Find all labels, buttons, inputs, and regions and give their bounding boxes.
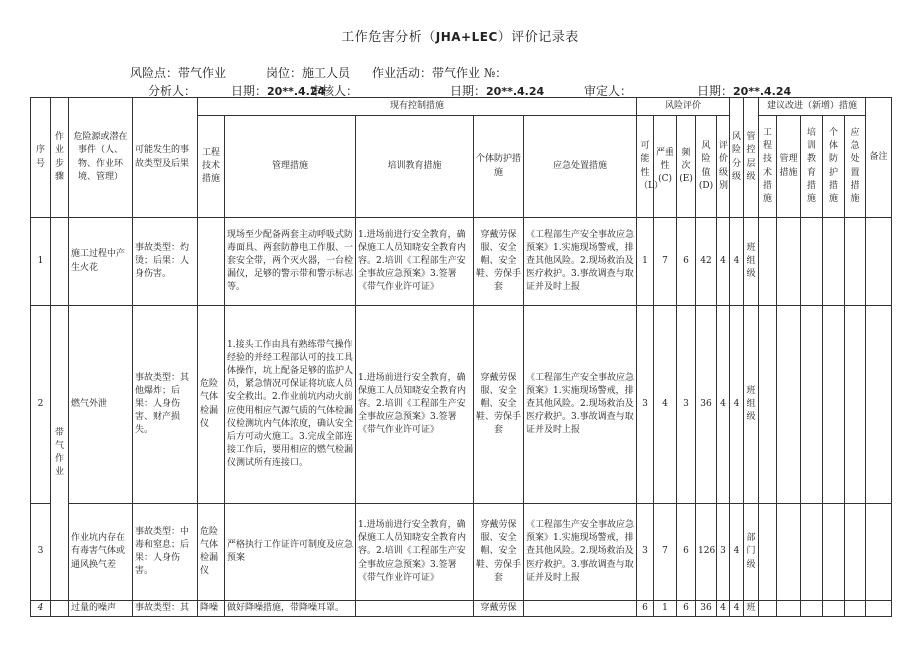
- header-existing-controls: 现有控制措施: [198, 98, 637, 116]
- table-row: [31, 218, 892, 306]
- cell-seq: 3: [31, 504, 51, 601]
- cell-risk-value: 126: [696, 504, 717, 601]
- cell-control-level: 班: [744, 601, 759, 617]
- table-row: [31, 601, 892, 617]
- cell-risk-value: 36: [696, 306, 717, 504]
- cell-hazard: 过量的噪声: [69, 601, 133, 617]
- cell-severity: 7: [654, 504, 677, 601]
- cell-training: 1.进场前进行安全教育，确保施工人员知晓安全教育内容。2.培训《工程部生产安全事故应急预案》3.签署《带气作业许可证》: [356, 504, 474, 601]
- cell-likelihood: 6: [637, 601, 654, 617]
- header-frequency: 频次(E): [677, 116, 696, 218]
- cell-frequency: 3: [677, 306, 696, 504]
- cell-seq: 1: [31, 218, 51, 306]
- cell-risk-level: 4: [730, 218, 744, 306]
- cell-consequence: 事故类型：中毒和窒息；后果：人身伤害。: [133, 504, 198, 601]
- table-row: [31, 504, 892, 601]
- header-suggest-engineering: 工程技术措施: [759, 116, 777, 218]
- risk-point: 风险点：带气作业: [130, 66, 227, 80]
- cell-risk-level: 4: [730, 601, 744, 617]
- header-risk-value: 风险值(D): [696, 116, 717, 218]
- cell-eval-level: 4: [717, 218, 730, 306]
- cell-risk-level: 4: [730, 504, 744, 601]
- activity: 作业活动：带气作业 №：: [372, 66, 508, 80]
- cell-engineering: 危险气体检漏仪: [198, 504, 225, 601]
- header-emergency: 应急处置措施: [524, 116, 637, 218]
- cell-management: 1.接头工作由具有熟练带气操作经验的并经工程部认可的技工具体操作，坑上配备足够的监护人员，紧急情况可保证将坑底人员安全救出。2.作业前坑内动火前应使用相应气源气质的气体检漏仪检测坑内气体浓度，确认安全后方可动火施工。3.完成全部连接工作后，要用相应的燃气检漏仪测试所有连接口。: [225, 306, 356, 504]
- cell-engineering: 降噪: [198, 601, 225, 617]
- analyst: 分析人：: [148, 84, 197, 98]
- cell-eval-level: 4: [717, 306, 730, 504]
- cell-engineering: [198, 218, 225, 306]
- header-hazard: 危险源或潜在事件（人、物、作业环境、管理）: [69, 98, 133, 218]
- cell-severity: 7: [654, 218, 677, 306]
- cell-frequency: 6: [677, 218, 696, 306]
- jha-table: [30, 97, 892, 617]
- header-suggest-ppe: 个体防护措施: [823, 116, 845, 218]
- cell-likelihood: 3: [637, 504, 654, 601]
- cell-ppe: 穿戴劳保服、安全帽、安全鞋、劳保手套: [474, 218, 524, 306]
- header-training: 培训教育措施: [356, 116, 474, 218]
- header-eval-level: 评价级别: [717, 116, 730, 218]
- cell-severity: 1: [654, 601, 677, 617]
- date-1: 日期：20**.4.24: [231, 84, 326, 98]
- cell-hazard: 施工过程中产生火花: [69, 218, 133, 306]
- date-2: 日期：20**.4.24: [450, 84, 545, 98]
- cell-engineering: 危险气体检漏仪: [198, 306, 225, 504]
- cell-ppe: 穿戴劳保服、安全帽、安全鞋、劳保手套: [474, 306, 524, 504]
- cell-management: 做好降噪措施，带降噪耳罩。: [225, 601, 356, 617]
- header-suggestions: 建议改进（新增）措施: [759, 98, 866, 116]
- cell-severity: 4: [654, 306, 677, 504]
- cell-frequency: 6: [677, 504, 696, 601]
- header-step: 作业步骤: [51, 98, 69, 218]
- cell-control-level: 班组级: [744, 218, 759, 306]
- cell-emergency: 《工程部生产安全事故应急预案》1.实施现场警戒，排查其他风险。2.现场救治及医疗救护。3.事故调查与取证并及时上报: [524, 306, 637, 504]
- cell-ppe: 穿戴劳保服、安全帽、安全鞋、劳保手套: [474, 504, 524, 601]
- cell-frequency: 6: [677, 601, 696, 617]
- header-severity: 严重性(C): [654, 116, 677, 218]
- header-likelihood: 可能性（L）: [637, 116, 654, 218]
- cell-hazard: 燃气外泄: [69, 306, 133, 504]
- cell-consequence: 事故类型：其: [133, 601, 198, 617]
- cell-step-group: 带气作业: [51, 306, 69, 601]
- header-risk-level: 风险分级: [730, 98, 744, 218]
- page-title: 工作危害分析（JHA+LEC）评价记录表: [341, 30, 579, 45]
- cell-emergency: [524, 601, 637, 617]
- header-suggest-management: 管理措施: [777, 116, 801, 218]
- cell-seq: 4: [31, 601, 51, 617]
- cell-training: 1.进场前进行安全教育，确保施工人员知晓安全教育内容。2.培训《工程部生产安全事故应急预案》3.签署《带气作业许可证》: [356, 306, 474, 504]
- post: 岗位：施工人员: [266, 66, 351, 80]
- cell-training: [356, 601, 474, 617]
- cell-control-level: 班组级: [744, 306, 759, 504]
- header-ppe: 个体防护措施: [474, 116, 524, 218]
- cell-consequence: 事故类型：其他爆炸；后果：人身伤害、财产损失。: [133, 306, 198, 504]
- cell-likelihood: 3: [637, 306, 654, 504]
- table-row: [31, 306, 892, 504]
- reviewer: 审核人：: [310, 84, 359, 98]
- cell-risk-level: 4: [730, 306, 744, 504]
- cell-emergency: 《工程部生产安全事故应急预案》1.实施现场警戒，排查其他风险。2.现场救治及医疗救护。3.事故调查与取证并及时上报: [524, 504, 637, 601]
- cell-ppe: 穿戴劳保: [474, 601, 524, 617]
- header-engineering: 工程技术措施: [198, 116, 225, 218]
- cell-risk-value: 42: [696, 218, 717, 306]
- header-suggest-emergency: 应急处置措施: [845, 116, 866, 218]
- cell-risk-value: 36: [696, 601, 717, 617]
- approver: 审定人：: [584, 84, 633, 98]
- cell-management: 现场至少配备两套主动呼吸式防毒面具、两套防静电工作服、一套安全带，两个灭火器，一台检漏仪，足够的警示带和警示标志等。: [225, 218, 356, 306]
- cell-eval-level: 3: [717, 504, 730, 601]
- cell-consequence: 事故类型：灼烫；后果：人身伤害。: [133, 218, 198, 306]
- header-consequence: 可能发生的事故类型及后果: [133, 98, 198, 218]
- header-management: 管理措施: [225, 116, 356, 218]
- header-risk-evaluation: 风险评价: [637, 98, 730, 116]
- header-suggest-training: 培训教育措施: [801, 116, 823, 218]
- header-control-level: 管控层级: [744, 98, 759, 218]
- cell-eval-level: 4: [717, 601, 730, 617]
- cell-training: 1.进场前进行安全教育，确保施工人员知晓安全教育内容。2.培训《工程部生产安全事故应急预案》3.签署《带气作业许可证》: [356, 218, 474, 306]
- cell-hazard: 作业坑内存在有毒害气体或通风换气差: [69, 504, 133, 601]
- cell-control-level: 部门级: [744, 504, 759, 601]
- cell-management: 严格执行工作证许可制度及应急预案: [225, 504, 356, 601]
- date-3: 日期：20**.4.24: [697, 84, 792, 98]
- cell-emergency: 《工程部生产安全事故应急预案》1.实施现场警戒，排查其他风险。2.现场救治及医疗救护。3.事故调查与取证并及时上报: [524, 218, 637, 306]
- cell-likelihood: 1: [637, 218, 654, 306]
- header-remark: 备注: [866, 98, 892, 218]
- cell-seq: 2: [31, 306, 51, 504]
- cell-step: [51, 601, 69, 617]
- cell-step: [51, 218, 69, 306]
- header-seq: 序号: [31, 98, 51, 218]
